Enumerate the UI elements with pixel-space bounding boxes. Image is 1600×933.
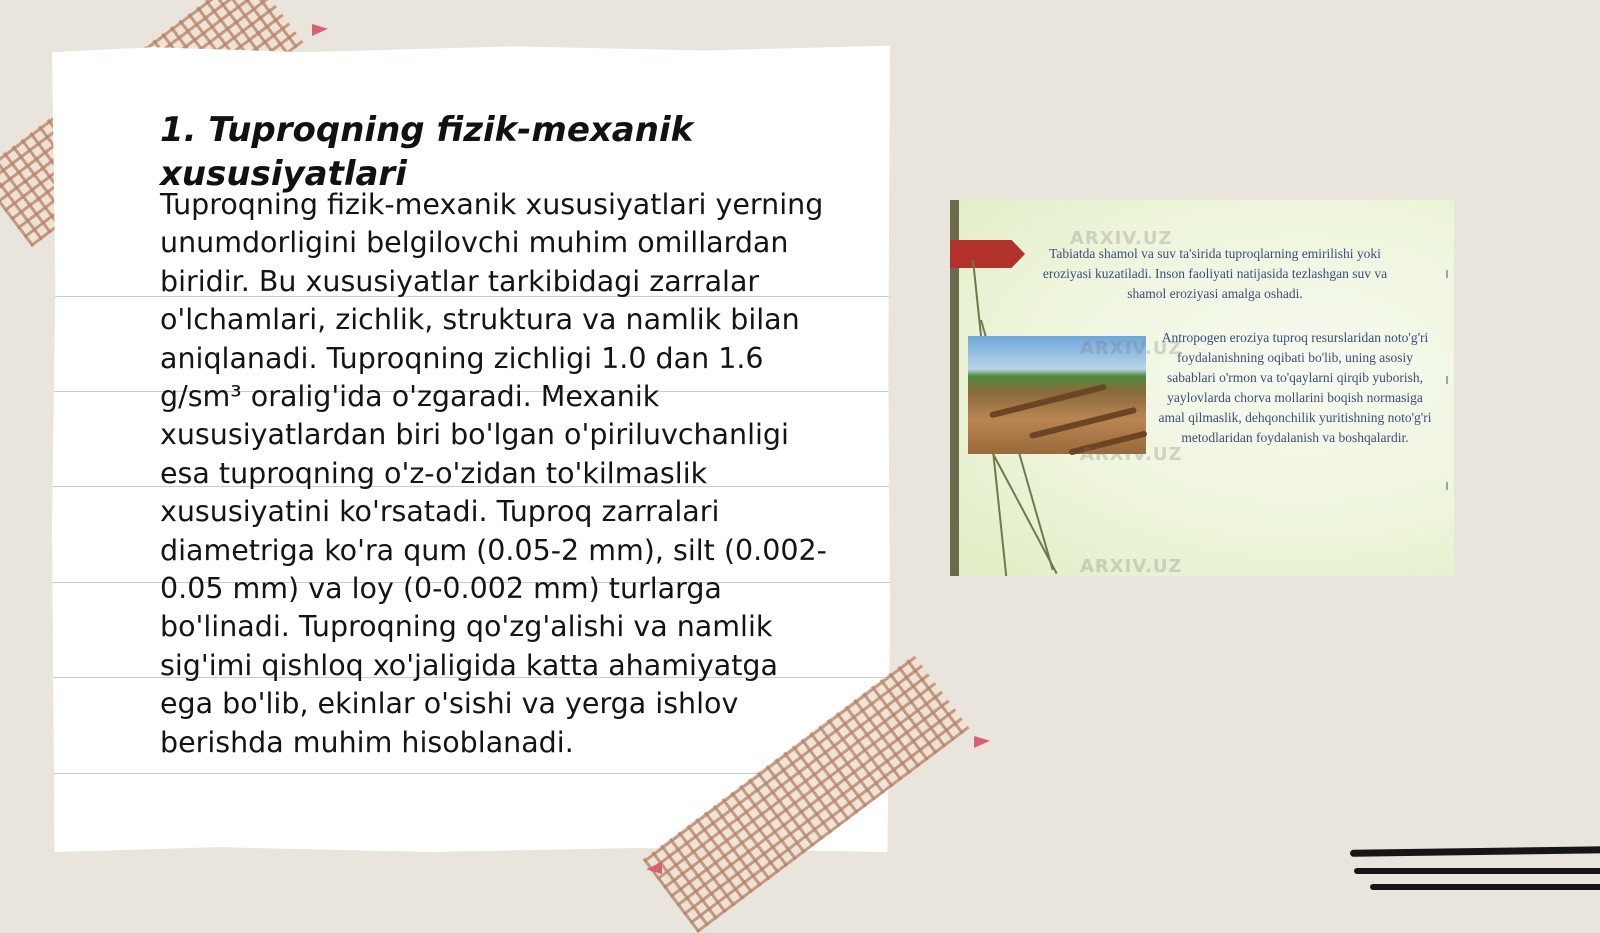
marker-stroke (1370, 884, 1600, 890)
tape-end-top (312, 24, 328, 36)
slide-title: 1. Tuproqning fizik-mexanik xususiyatlari (160, 110, 694, 194)
slide-text-top: Tabiatda shamol va suv ta'sirida tuproqlarning emirilishi yoki eroziyasi kuzatiladi. Inson faoliyati natijasida tezlashgan suv va shamol eroziyasi amalga oshadi. (1042, 246, 1388, 301)
watermark: ARXIV.UZ (1080, 338, 1183, 359)
furrow-decoration (989, 384, 1107, 419)
embedded-slide-image (950, 200, 1454, 576)
marker-stroke (1350, 846, 1600, 857)
slide-edge-tick (1446, 482, 1448, 490)
slide-arrow-icon (950, 240, 1025, 268)
slide-edge-tick (1446, 270, 1448, 278)
watermark: ARXIV.UZ (1070, 228, 1173, 249)
body-paragraph: Tuproqning fizik-mexanik xususiyatlari yerning unumdorligini belgilovchi muhim omillardan biridir. Bu xususiyatlar tarkibidagi zarralar o'lchamlari, zichlik, struktura va namlik bilan aniqlanadi. Tuproqning zichligi 1.0 dan 1.6 g/sm³ oralig'ida o'zgaradi. Mexanik xususiyatlardan biri bo'lgan o'piriluvchanligi esa tuproqning o'z-o'zidan to'kilmaslik xususiyatini ko'rsatadi. Tuproq zarralari diametriga ko'ra qum (0.05-2 mm), silt (0.002-0.05 mm) va loy (0-0.002 mm) turlarga bo'linadi. Tuproqning qo'zg'alishi va namlik sig'imi qishloq xo'jaligida katta ahamiyatga ega bo'lib, ekinlar o'sishi va yerga ishlov berishda muhim hisoblanadi. (160, 188, 827, 759)
marker-stroke (1354, 868, 1600, 874)
slide-edge-tick (1446, 376, 1448, 384)
watermark: ARXIV.UZ (1080, 444, 1183, 465)
furrow-decoration (1029, 407, 1137, 439)
slide-text-side: Antropogen eroziya tuproq resurslaridan noto'g'ri foydalanishning oqibati bo'lib, uning asosiy sabablari o'rmon va to'qaylarni qirqib yuborish, yaylovlarda chorva mollarini boqish normasiga amal qilmaslik, dehqonchilik yuritishning noto'g'ri metodlaridan foydalanish va boshqalardir. (1158, 330, 1432, 445)
watermark: ARXIV.UZ (1080, 556, 1183, 576)
tape-end-bottom-right (974, 736, 990, 748)
